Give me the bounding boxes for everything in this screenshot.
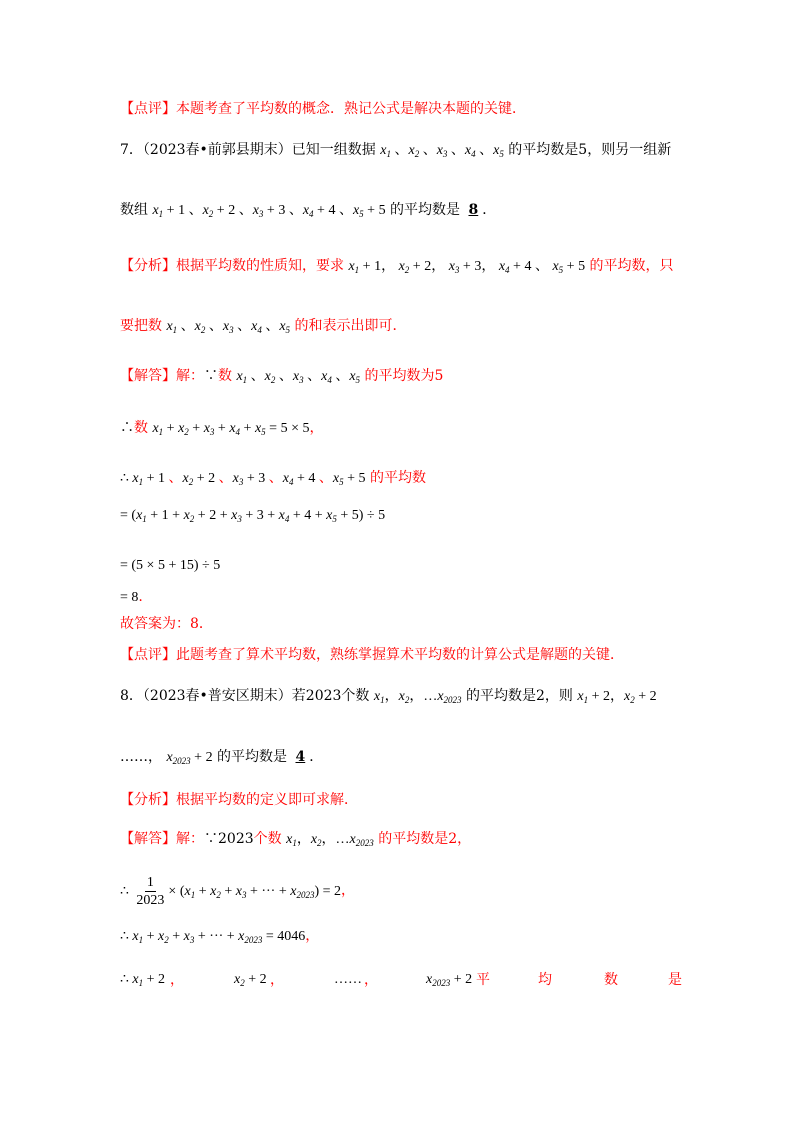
q7-avg-text: 的平均数 [370, 470, 426, 486]
q8-q2-mid: 的平均数是 [217, 749, 288, 765]
q7-solution-terms: $x_1$ 、$x_2$ 、$x_3$ 、$x_4$ 、$x_5$ [236, 369, 361, 385]
q7-analysis-terms: $x_1 + 1$， $x_2 + 2$， $x_3 + 3$， $x_4 + 4$ 、 $x_5 + 5$ [348, 259, 586, 275]
review-prev: 【点评】本题考查了平均数的概念．熟记公式是解决本题的关键． [120, 101, 526, 117]
q7-solution-line4 [120, 505, 385, 526]
question-7-line2 [120, 200, 496, 221]
q7-analysis-prefix: 【分析】根据平均数的性质知，要求 [120, 258, 344, 274]
q7-q2-mid: 的平均数是 [390, 202, 461, 218]
q8-comma-5: ， [364, 972, 378, 988]
q7-numeric-avg: = (5 × 5 + 15) ÷ 5 [120, 558, 221, 573]
q8-q2-end: ． [309, 749, 324, 765]
q7-solution-line1 [120, 366, 443, 387]
q7-result-period: . [138, 589, 143, 605]
q7-new-array: $x_1 + 1$ 、$x_2 + 2$ 、$x_3 + 3$ 、$x_4 + 4$ 、$x_5 + 5$ [152, 203, 386, 219]
q7-final-answer: 故答案为：8． [120, 616, 213, 632]
q7-solution-line5 [120, 555, 220, 576]
because-symbol: ∵ [204, 368, 218, 384]
q8-mean-equation: ∴ $\frac{1}{2023}$ × ($x_1 + x_2 + x_3$ + ··· + $x_{2023}) = 2$ [120, 875, 342, 908]
q8-solution-line2 [120, 874, 355, 909]
q8-mid: 的平均数是2，则 [466, 688, 573, 704]
q8-solution-line3 [120, 926, 319, 947]
q7-solution-line2 [120, 418, 323, 439]
q8-comma-2: ， [305, 928, 320, 944]
q8-comma-3: ， [170, 972, 184, 988]
q8-solution-prefix: 【解答】解： [120, 831, 204, 847]
q7-q2-prefix: 数组 [120, 202, 148, 218]
because-symbol: ∵ [204, 831, 218, 847]
q8-sum-equation: ∴ $x_1 + x_2 + x_3$ + ··· + $x_{2023} = 4046$ [120, 929, 306, 945]
q7-solution-prefix: 【解答】解： [120, 368, 204, 384]
q8-ellipsis: …… [334, 972, 362, 987]
q7-sum-equation: $x_1 + x_2 + x_3 + x_4 + x_5 = 5 \times 5$ [152, 421, 310, 437]
q8-term-2: $x_2 + 2$ [234, 972, 267, 988]
q8-comma-1: ， [341, 882, 356, 899]
q7-analysis-end: 的平均数，只 [589, 258, 674, 274]
q7-solution-shu: 数 [218, 368, 232, 384]
question-8-line2 [120, 747, 323, 768]
q8-term-last: $x_{2023} + 2$ [426, 972, 473, 988]
q8-analysis: 【分析】根据平均数的定义即可求解． [120, 792, 358, 808]
q8-comma-4: ， [270, 972, 284, 988]
q7-expanded-avg: = $(x_1 + 1 + x_2 + 2 + x_3 + 3 + x_4 + 4 + x_5 + 5) \div 5$ [120, 508, 386, 524]
q8-last-term: $x_{2023} + 2$ [166, 750, 213, 766]
q8-data-list: $x_1$，$x_2$，$\dots x_{2023}$ [373, 689, 462, 705]
q7-analysis2-end: 的和表示出即可． [294, 318, 407, 334]
q8-solution-line1 [120, 829, 471, 850]
q7-solution-end: 的平均数为5 [364, 368, 444, 384]
q8-answer-blank: 4 [295, 749, 306, 765]
q7-analysis-line2 [120, 316, 407, 337]
q8-solution-terms: $x_1$，$x_2$，$\dots x_{2023}$ [286, 832, 374, 848]
q7-analysis2-terms: $x_1$ 、$x_2$ 、$x_3$ 、$x_4$ 、$x_5$ [166, 319, 291, 335]
q8-char-ping: 平 [476, 972, 490, 988]
q7-analysis2-prefix: 要把数 [120, 318, 162, 334]
q7-shu: 数 [134, 420, 148, 436]
q7-comma: ， [309, 420, 324, 436]
q8-char-jun: 均 [538, 972, 552, 988]
q7-result: = 8 [120, 590, 139, 605]
q7-solution-line6 [120, 587, 143, 608]
therefore-symbol: ∴ [120, 420, 134, 436]
q7-review: 【点评】此题考查了算术平均数，熟练掌握算术平均数的计算公式是解题的关键． [120, 647, 624, 663]
q8-prefix: 8．（2023春•普安区期末）若2023个数 [120, 688, 370, 704]
q8-solution-n: 2023 [218, 831, 254, 847]
q7-analysis-line1 [120, 256, 674, 277]
q8-solution-end: 的平均数是2， [378, 831, 472, 847]
q8-terms: $x_1 + 2$，$x_2 + 2$ [577, 689, 657, 705]
q8-solution-ge: 个数 [253, 831, 282, 847]
q7-answer-blank: 8 [468, 202, 479, 218]
q7-solution-line3 [120, 468, 426, 489]
question-7-line1 [120, 140, 671, 161]
q7-new-terms: ∴ $x_1 + 1$ 、$x_2 + 2$ 、$x_3 + 3$ 、$x_4 + 4$ 、$x_5 + 5$ [120, 471, 366, 487]
q8-char-shi: 是 [668, 972, 682, 988]
q7-mid: 的平均数是5，则另一组新 [508, 142, 672, 158]
q8-char-shu: 数 [604, 972, 618, 988]
q7-data-list: $x_1$ 、$x_2$ 、$x_3$ 、$x_4$ 、$x_5$ [380, 143, 504, 159]
q7-prefix: 7．（2023春•前郭县期末）已知一组数据 [120, 142, 376, 158]
question-8-line1 [120, 686, 657, 707]
q8-term-1: ∴ $x_1 + 2$ [120, 972, 166, 988]
q8-q2-prefix: ……， [120, 749, 162, 765]
q7-q2-end: ． [482, 202, 497, 218]
